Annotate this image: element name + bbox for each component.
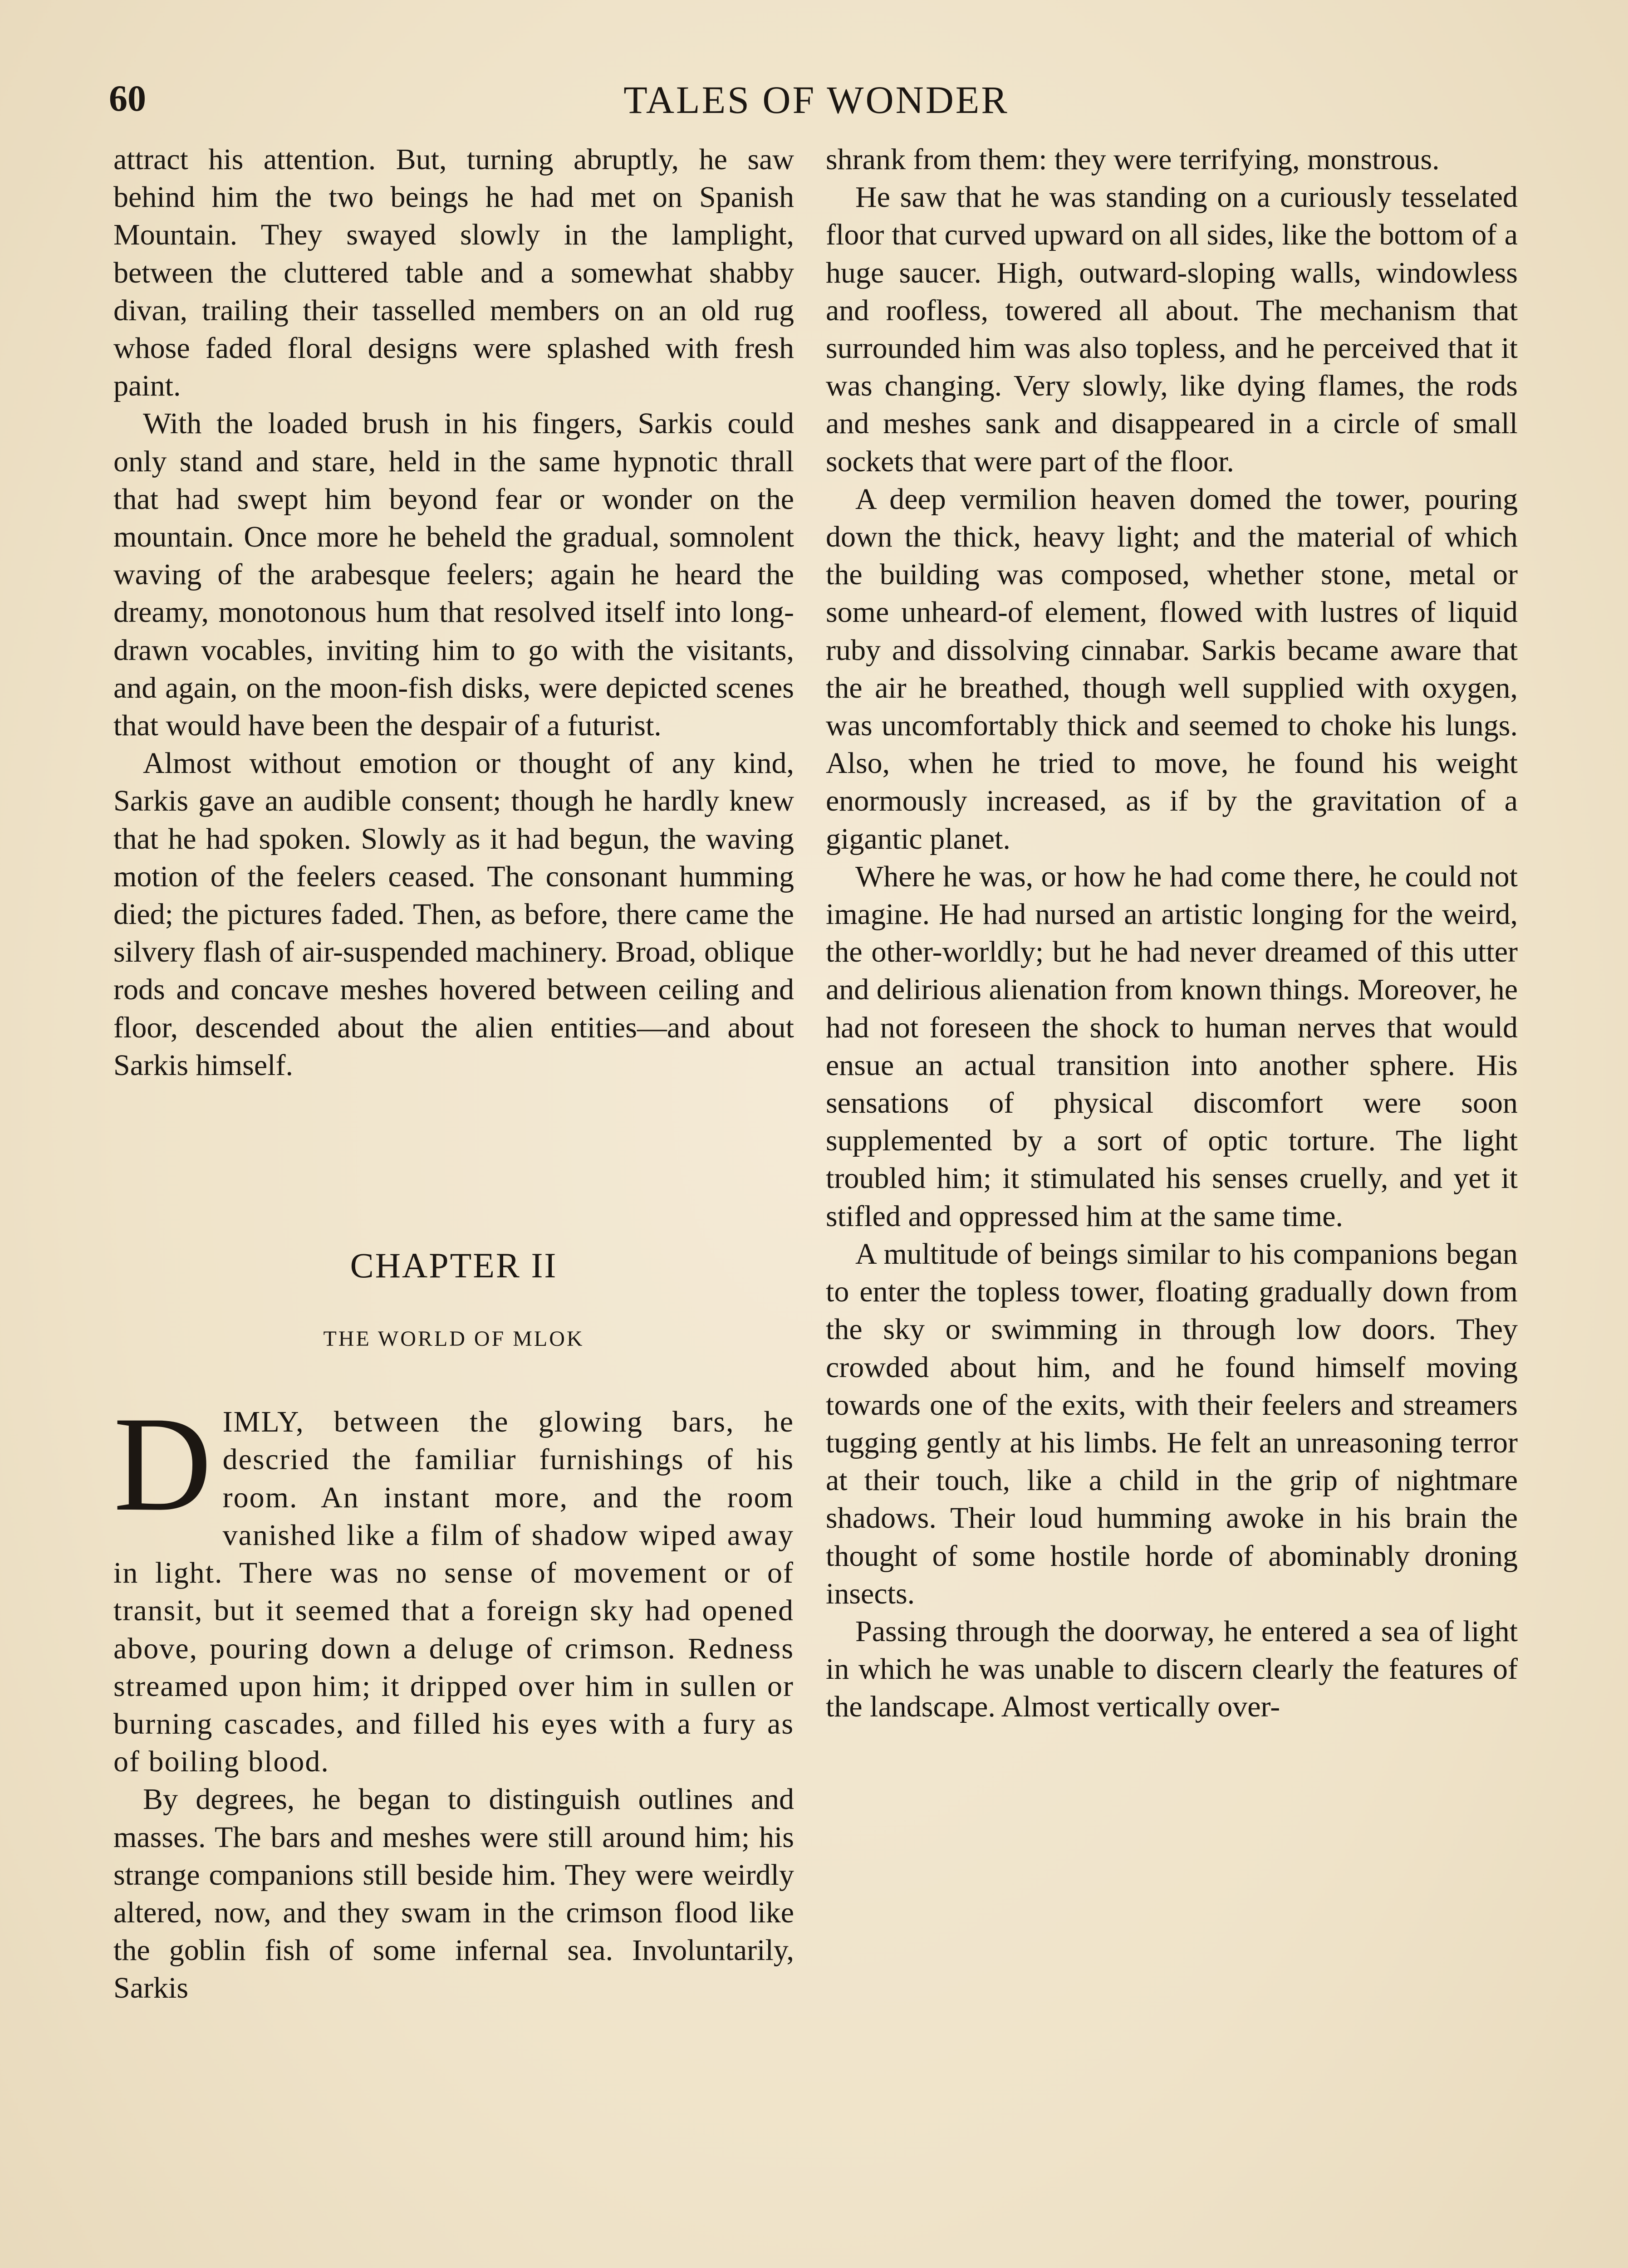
- left-paragraph-3: Almost without emotion or thought of any kind, Sarkis gave an audible consent; though he hardly knew that he had spoken. Slowly as it had begun, the waving motion of the feelers ceased. The consonant humming died; the pictures faded. Then, as before, there came the silvery flash of air-suspended machinery. Broad, oblique rods and concave meshes hovered between ceiling and floor, descended about the alien entities—and about Sarkis himself.: [113, 747, 794, 1082]
- chapter-subtitle: THE WORLD OF MLOK: [323, 1327, 584, 1351]
- page-header: [109, 77, 1524, 132]
- page-number: 60: [109, 78, 146, 119]
- right-paragraph-5: A multitude of beings similar to his companions began to enter the topless tower, floating gradually down from the sky or swimming in through low doors. They crowded about him, and he found himself moving towards one of the exits, with their feelers and streamers tugging gently at his limbs. He felt an unreasoning terror at their touch, like a child in the grip of nightmare shadows. Their loud humming awoke in his brain the thought of some hostile horde of abominably droning insects.: [826, 1237, 1518, 1610]
- running-head: TALES OF WONDER: [623, 78, 1009, 122]
- chapter-heading: CHAPTER II: [350, 1246, 558, 1286]
- right-paragraph-1: shrank from them: they were terrifying, monstrous.: [826, 143, 1440, 176]
- left-paragraph-2: With the loaded brush in his fingers, Sarkis could only stand and stare, held in the same hypnotic thrall that had swept him beyond fear or wonder on the mountain. Once more he beheld the gradual, somnolent waving of the arabesque feelers; again he heard the dreamy, monotonous hum that resolved itself into long-drawn vocables, inviting him to go with the visitants, and again, on the moon-fish disks, were depicted scenes that would have been the despair of a futurist.: [113, 407, 794, 743]
- right-column: [826, 141, 1518, 1726]
- left-paragraph-1: attract his attention. But, turning abruptly, he saw behind him the two beings he had met on Spanish Mountain. They swayed slowly in the lamplight, between the cluttered table and a somewhat shabby divan, trailing their tasselled members on an old rug whose faded floral designs were splashed with fresh paint.: [113, 143, 794, 403]
- drop-cap: D: [113, 1388, 212, 1540]
- right-paragraph-4: Where he was, or how he had come there, he could not imagine. He had nursed an artistic longing for the weird, the other-worldly; but he had never dreamed of this utter and delirious alienation from known things. Moreover, he had not foreseen the shock to human nerves that would ensue an actual transition into another sphere. His sensations of physical discomfort were soon supplemented by a sort of optic torture. The light troubled him; it stimulated his senses cruelly, and yet it stifled and oppressed him at the same time.: [826, 860, 1518, 1233]
- right-paragraph-3: A deep vermilion heaven domed the tower, pouring down the thick, heavy light; and the material of which the building was composed, whether stone, metal or some unheard-of element, flowed with lustres of liquid ruby and dissolving cinnabar. Sarkis became aware that the air he breathed, though well supplied with oxygen, was uncomfortably thick and seemed to choke his lungs. Also, when he tried to move, he found his weight enormously increased, as if by the gravitation of a gigantic planet.: [826, 482, 1518, 855]
- left-column: [113, 141, 794, 2007]
- chapter-paragraph-2: By degrees, he began to distinguish outlines and masses. The bars and meshes were still around him; his strange companions still beside him. They were weirdly altered, now, and they swam in the crimson flood like the goblin fish of some infernal sea. Involuntarily, Sarkis: [113, 1783, 794, 2005]
- right-paragraph-2: He saw that he was standing on a curiously tesselated floor that curved upward on all sides, like the bottom of a huge saucer. High, outward-sloping walls, windowless and roofless, towered all about. The mechanism that surrounded him was also topless, and he perceived that it was changing. Very slowly, like dying flames, the rods and meshes sank and disappeared in a circle of small sockets that were part of the floor.: [826, 181, 1518, 478]
- right-paragraph-6: Passing through the doorway, he entered a sea of light in which he was unable to discern clearly the features of the landscape. Almost vertically over-: [826, 1614, 1518, 1724]
- chapter-first-paragraph: [113, 1388, 794, 1780]
- chapter-first-paragraph-text: IMLY, between the glowing bars, he descried the familiar furnishings of his room. An instant more, and the room vanished like a film of shadow wiped away in light. There was no sense of movement or of transit, but it seemed that a foreign sky had opened above, pouring down a deluge of crimson. Redness streamed upon him; it dripped over him in sullen or burning cascades, and filled his eyes with a fury as of boiling blood.: [113, 1405, 794, 1779]
